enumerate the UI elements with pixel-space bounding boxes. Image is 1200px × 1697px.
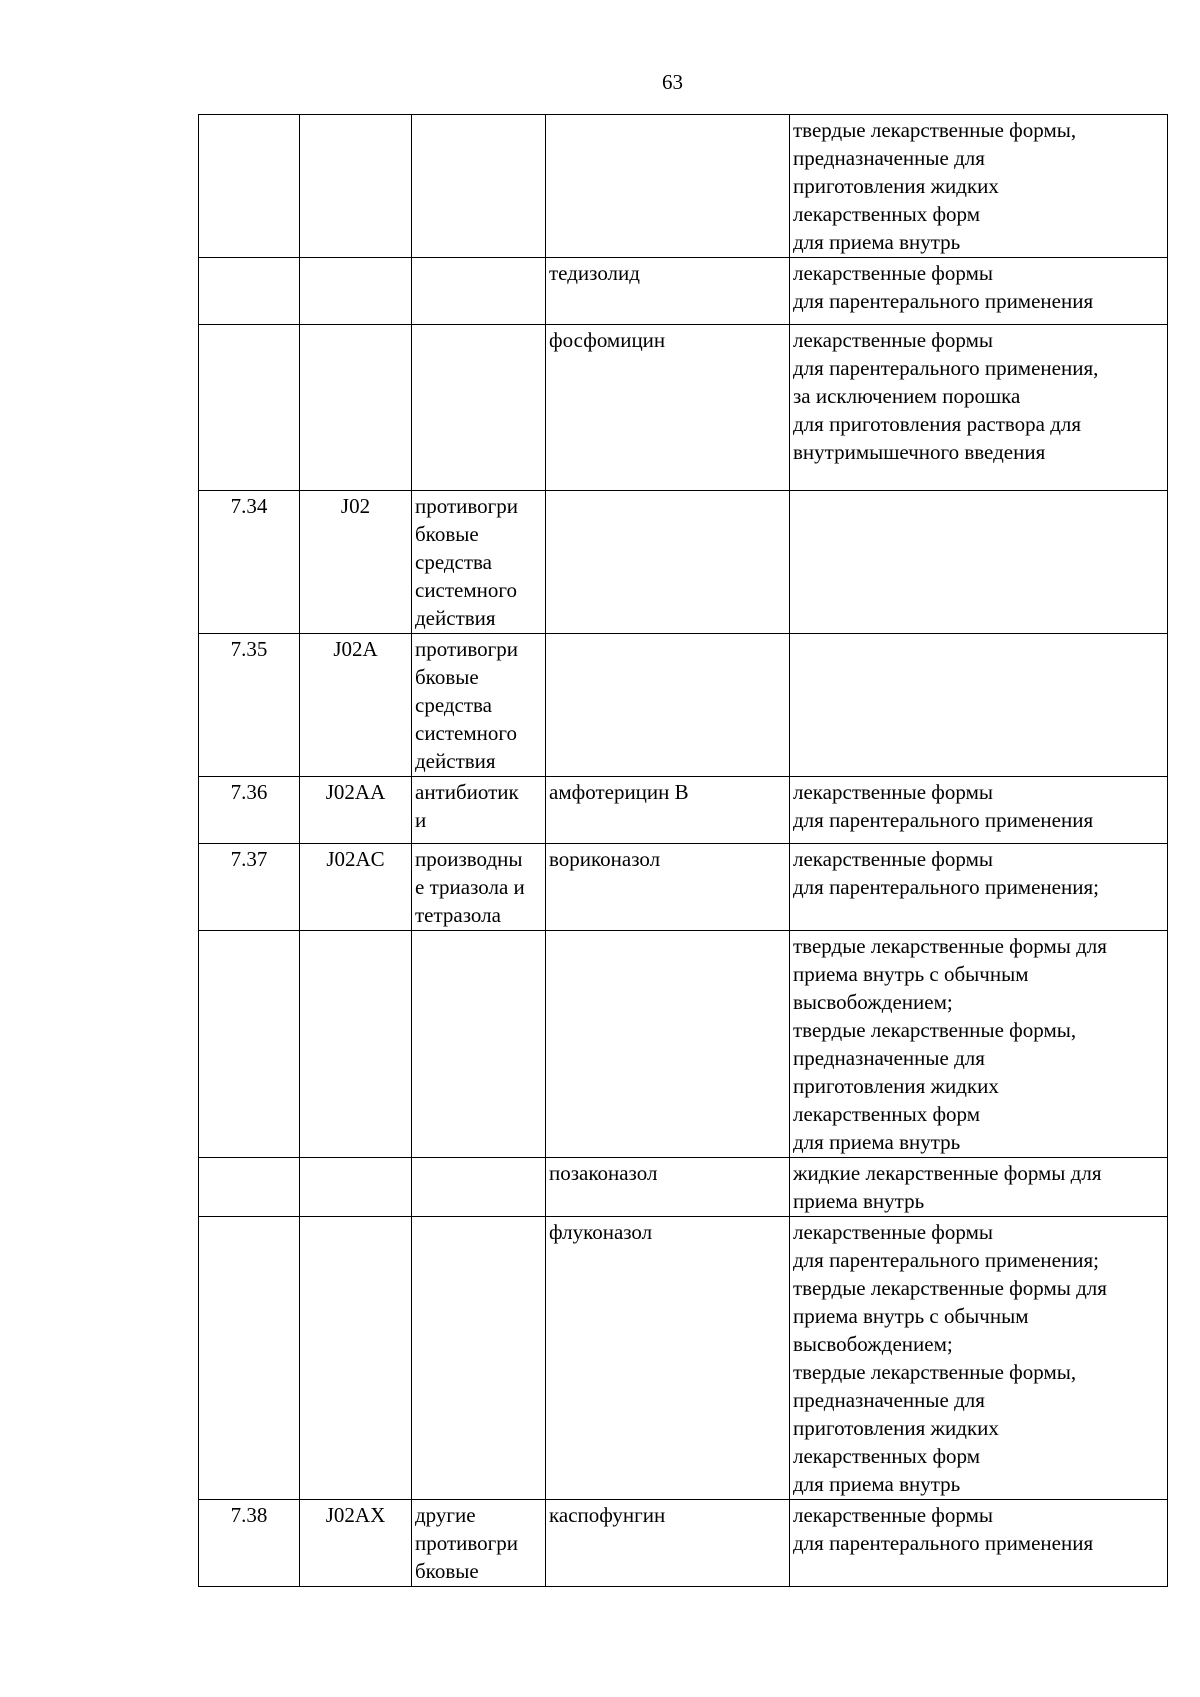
dosage-form [790, 491, 1168, 634]
drug-table [198, 114, 1168, 1587]
anatomical-group [412, 1217, 546, 1500]
atc-code [300, 1158, 412, 1217]
table-row [199, 491, 1168, 634]
anatomical-group [412, 258, 546, 325]
table-row [199, 634, 1168, 777]
row-number [199, 931, 300, 1158]
row-number: 7.34 [199, 491, 300, 634]
table-row [199, 1158, 1168, 1217]
anatomical-group: производны е триазола и тетразола [412, 844, 546, 931]
dosage-form: лекарственные формы для парентерального применения, за исключением порошка для приготовления раствора для внутримышечного введения [790, 325, 1168, 491]
anatomical-group: противогри бковые средства системного действия [412, 491, 546, 634]
anatomical-group: противогри бковые средства системного действия [412, 634, 546, 777]
row-number: 7.38 [199, 1500, 300, 1587]
atc-code: J02AA [300, 777, 412, 844]
anatomical-group [412, 931, 546, 1158]
row-number: 7.37 [199, 844, 300, 931]
table-row [199, 931, 1168, 1158]
atc-code [300, 931, 412, 1158]
drug-name [546, 491, 790, 634]
anatomical-group [412, 325, 546, 491]
anatomical-group: антибиотик и [412, 777, 546, 844]
anatomical-group [412, 115, 546, 258]
drug-name [546, 634, 790, 777]
dosage-form: лекарственные формы для парентерального применения [790, 777, 1168, 844]
drug-name: амфотерицин В [546, 777, 790, 844]
atc-code [300, 258, 412, 325]
atc-code [300, 115, 412, 258]
page-number: 63 [662, 70, 683, 94]
dosage-form: лекарственные формы для парентерального применения; твердые лекарственные формы для приема внутрь с обычным высвобождением; твердые лекарственные формы, предназначенные для приготовления жидких лекарственных форм для приема внутрь [790, 1217, 1168, 1500]
anatomical-group [412, 1158, 546, 1217]
row-number [199, 1217, 300, 1500]
atc-code: J02AC [300, 844, 412, 931]
atc-code: J02A [300, 634, 412, 777]
table-row [199, 1217, 1168, 1500]
dosage-form: лекарственные формы для парентерального применения [790, 258, 1168, 325]
table-row [199, 1500, 1168, 1587]
row-number: 7.35 [199, 634, 300, 777]
row-number [199, 115, 300, 258]
row-number: 7.36 [199, 777, 300, 844]
atc-code: J02 [300, 491, 412, 634]
drug-name: флуконазол [546, 1217, 790, 1500]
dosage-form [790, 634, 1168, 777]
anatomical-group: другие противогри бковые [412, 1500, 546, 1587]
dosage-form: жидкие лекарственные формы для приема внутрь [790, 1158, 1168, 1217]
table-row [199, 115, 1168, 258]
atc-code [300, 1217, 412, 1500]
drug-name [546, 931, 790, 1158]
row-number [199, 1158, 300, 1217]
table-row [199, 258, 1168, 325]
row-number [199, 258, 300, 325]
dosage-form: твердые лекарственные формы, предназначенные для приготовления жидких лекарственных форм для приема внутрь [790, 115, 1168, 258]
drug-name: позаконазол [546, 1158, 790, 1217]
row-number [199, 325, 300, 491]
drug-name: вориконазол [546, 844, 790, 931]
dosage-form: твердые лекарственные формы для приема внутрь с обычным высвобождением; твердые лекарственные формы, предназначенные для приготовления жидких лекарственных форм для приема внутрь [790, 931, 1168, 1158]
table-row [199, 844, 1168, 931]
atc-code [300, 325, 412, 491]
drug-name [546, 115, 790, 258]
drug-name: каспофунгин [546, 1500, 790, 1587]
drug-name: фосфомицин [546, 325, 790, 491]
dosage-form: лекарственные формы для парентерального применения; [790, 844, 1168, 931]
atc-code: J02AX [300, 1500, 412, 1587]
table-row [199, 777, 1168, 844]
dosage-form: лекарственные формы для парентерального применения [790, 1500, 1168, 1587]
table-row [199, 325, 1168, 491]
drug-name: тедизолид [546, 258, 790, 325]
